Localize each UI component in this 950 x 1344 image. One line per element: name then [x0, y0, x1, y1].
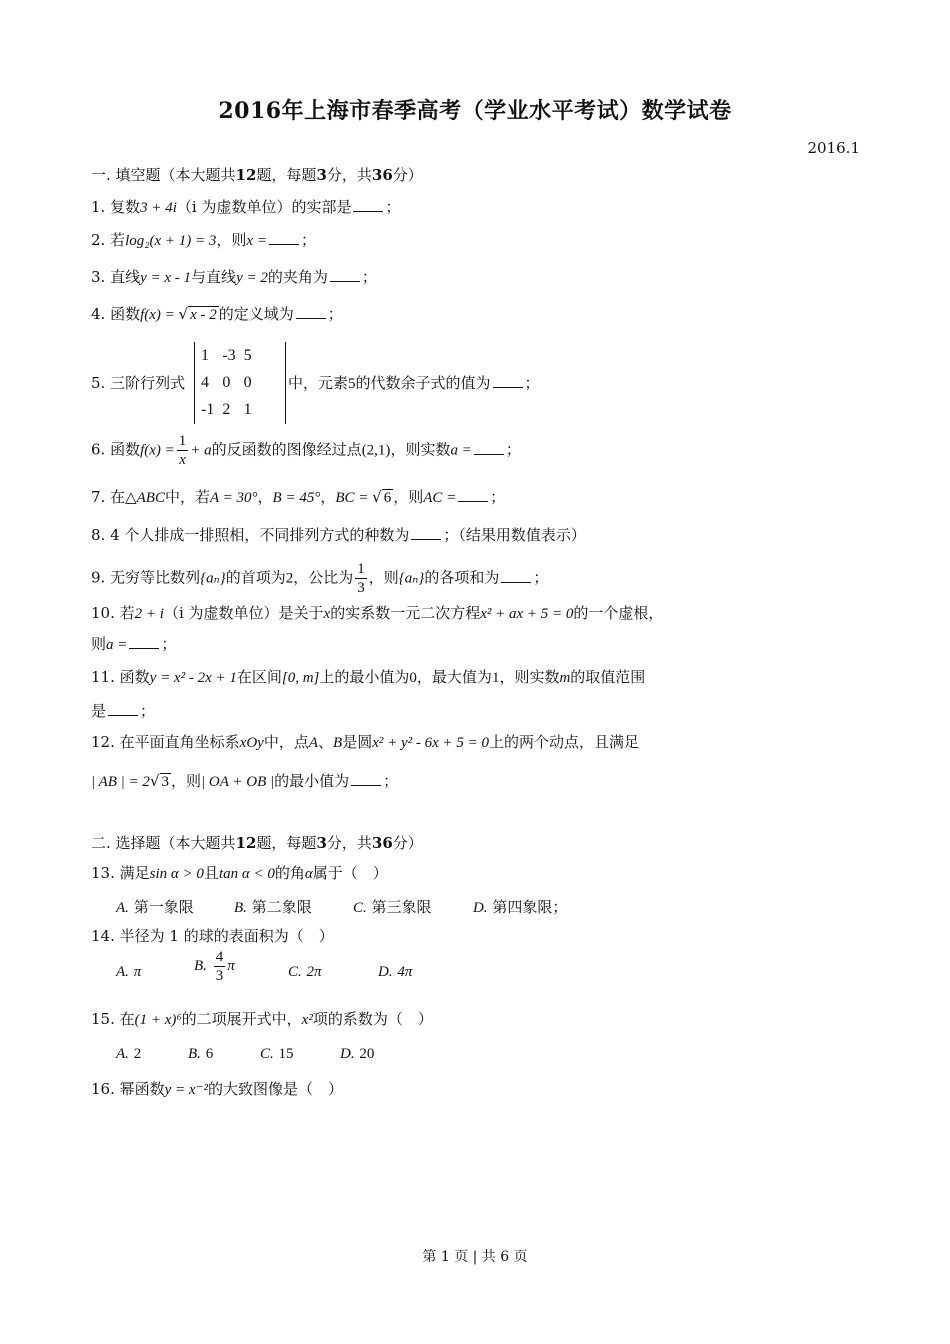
question-11: 11. 函数y = x² - 2x + 1在区间[0, m]上的最小值为0，最大值为1，则实数m的取值范围 [91, 668, 646, 686]
answer-blank [474, 440, 504, 455]
q13-option-b[interactable]: B. 第二象限 [234, 898, 312, 916]
answer-blank [501, 568, 531, 583]
page-footer: 第 1 页 | 共 6 页 [422, 1249, 528, 1265]
question-12-line2: | AB | = 2√ 3 ，则| OA + OB |的最小值为 ； [91, 772, 399, 790]
answer-blank [269, 230, 299, 245]
answer-blank [129, 634, 159, 649]
q13-option-c[interactable]: C. 第三象限 [353, 898, 432, 916]
q13-option-d[interactable]: D. 第四象限； [473, 898, 568, 916]
answer-blank [296, 304, 326, 319]
question-13: 13. 满足sin α > 0且tan α < 0的角α属于（ ） [91, 864, 388, 882]
question-11-line2: 是 ； [91, 702, 156, 720]
q15-option-a[interactable]: A. 2 [116, 1046, 142, 1062]
question-4: 4. 函数f(x) = √ x - 2 的定义域为 ； [91, 305, 343, 323]
answer-blank [353, 197, 383, 212]
question-5-tail: 中，元素5的代数余子式的值为 ； [288, 374, 540, 392]
answer-blank [411, 525, 441, 540]
question-10-line2: 则a = ； [91, 635, 177, 653]
q14-option-c[interactable]: C. 2π [288, 964, 322, 980]
question-16: 16. 幂函数y = x⁻²的大致图像是（ ） [91, 1080, 344, 1098]
section-heading-2: 二. 选择题（本大题共12题，每题3分，共36分） [91, 834, 423, 852]
answer-blank [108, 701, 138, 716]
question-7: 7. 在△ABC中，若A = 30°，B = 45°，BC = √ 6 ，则AC = ； [91, 488, 506, 506]
question-5: 5. 三阶行列式 [91, 374, 186, 392]
q15-option-b[interactable]: B. 6 [188, 1046, 214, 1062]
q15-option-c[interactable]: C. 15 [260, 1046, 294, 1062]
question-12: 12. 在平面直角坐标系xOy中，点A、B是圆x² + y² - 6x + 5 = 0上的两个动点，且满足 [91, 733, 640, 751]
fraction: $\frac{1}{3}$ [357, 561, 365, 596]
question-14: 14. 半径为 1 的球的表面积为（ ） [91, 927, 334, 945]
answer-blank [351, 771, 381, 786]
question-6: 6. 函数f(x) = $\frac{1}{x}$ + a的反函数的图像经过点(2,1)，则实数a = ； [91, 433, 521, 468]
question-1: 1. 复数3 + 4i（i 为虚数单位）的实部是 ； [91, 198, 401, 216]
q13-option-a[interactable]: A. 第一象限 [116, 898, 194, 916]
answer-blank [458, 487, 488, 502]
exam-title: 2016年上海市春季高考（学业水平考试）数学试卷 [218, 98, 732, 124]
question-8: 8. 4 个人排成一排照相，不同排列方式的种数为 ；（结果用数值表示） [91, 526, 586, 544]
q14-option-b[interactable]: B. $\frac{4}{3}$ π [194, 949, 235, 984]
exam-date: 2016.1 [807, 139, 860, 157]
q15-option-d[interactable]: D. 20 [340, 1046, 375, 1062]
determinant: 1 -3 5 4 0 0 -1 2 1 [194, 342, 286, 424]
fraction: $\frac{4}{3}$ [215, 949, 224, 984]
section-heading-1: 一. 填空题（本大题共12题，每题3分，共36分） [91, 166, 423, 184]
question-9: 9. 无穷等比数列{aₙ}的首项为2，公比为 $\frac{1}{3}$ ，则{aₙ}的各项和为 ； [91, 561, 549, 596]
answer-blank [493, 373, 523, 388]
question-15: 15. 在(1 + x)⁶的二项展开式中，x²项的系数为（ ） [91, 1010, 433, 1028]
answer-blank [330, 267, 360, 282]
question-3: 3. 直线y = x - 1与直线y = 2的夹角为 ； [91, 268, 377, 286]
question-2: 2. 若log₂(x + 1) = 3，则x = ； [91, 231, 316, 249]
q14-option-a[interactable]: A. π [116, 964, 142, 980]
question-10: 10. 若2 + i（i 为虚数单位）是关于x的实系数一元二次方程x² + ax + 5 = 0的一个虚根， [91, 604, 664, 622]
q14-option-d[interactable]: D. 4π [378, 964, 413, 980]
fraction: $\frac{1}{x}$ [178, 433, 187, 468]
